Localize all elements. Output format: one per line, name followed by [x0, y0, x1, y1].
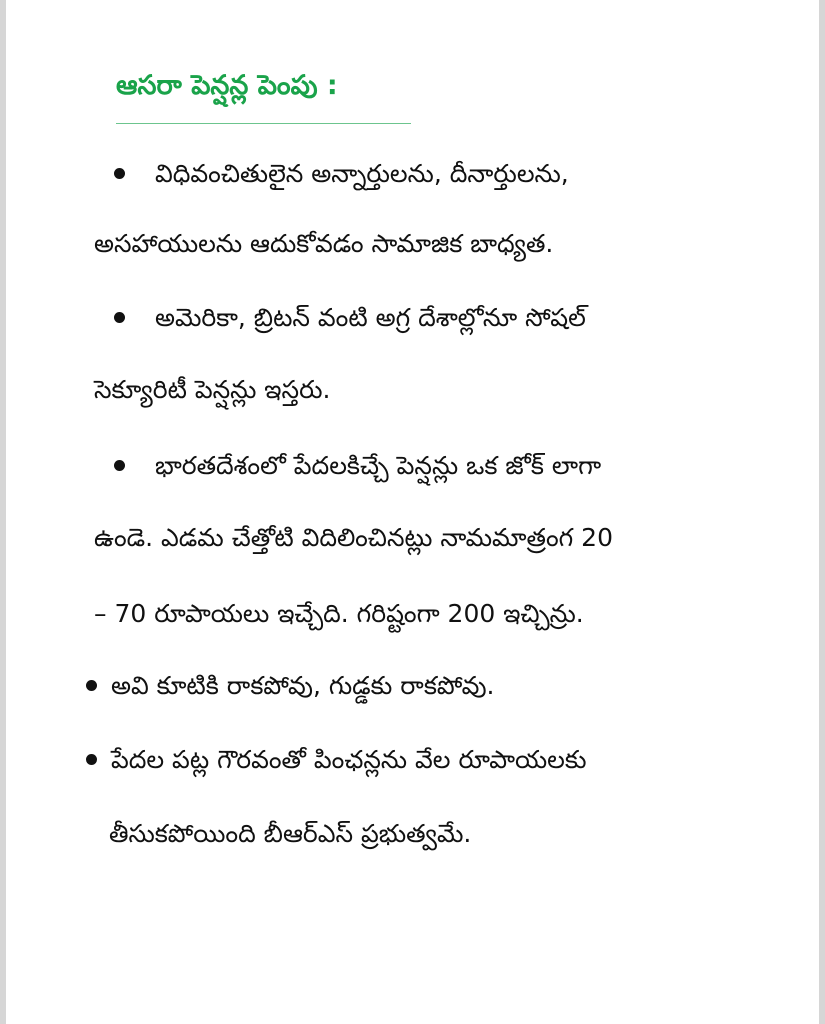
bullet-icon: [86, 680, 97, 691]
bullet-continuation: ఉండె. ఎడమ చేత్తోటి విదిలించినట్లు నామమాత్రంగ 20: [94, 523, 613, 552]
bullet-continuation: అసహాయులను ఆదుకోవడం సామాజిక బాధ్యత.: [94, 229, 554, 258]
bullet-icon: [114, 312, 125, 323]
bullet-icon: [114, 168, 125, 179]
bullet-item-1: [114, 156, 569, 192]
bullet-continuation: సెక్యూరిటీ పెన్షన్లు ఇస్తరు.: [94, 375, 331, 404]
bullet-text: అవి కూటికి రాకపోవు, గుడ్డకు రాకపోవు.: [110, 671, 495, 700]
document-page: [6, 0, 819, 1024]
bullet-item-4: [86, 668, 495, 704]
bullet-continuation: తీసుకపోయింది బీఆర్ఎస్ ప్రభుత్వమే.: [109, 819, 472, 848]
page-edge-right: [819, 0, 825, 1024]
bullet-text: భారతదేశంలో పేదలకిచ్చే పెన్షన్లు ఒక జోక్ లాగా: [154, 451, 602, 480]
bullet-item-2: [114, 300, 586, 336]
bullet-item-5: [86, 742, 587, 778]
bullet-text: అమెరికా, బ్రిటన్ వంటి అగ్ర దేశాల్లోనూ సోషల్: [154, 303, 586, 332]
title-underline: [116, 123, 411, 124]
bullet-icon: [86, 754, 97, 765]
bullet-icon: [114, 460, 125, 471]
page-title: ఆసరా పెన్షన్ల పెంపు :: [116, 70, 338, 101]
bullet-text: పేదల పట్ల గౌరవంతో పింఛన్లను వేల రూపాయలకు: [110, 745, 587, 774]
bullet-continuation: – 70 రూపాయలు ఇచ్చేది. గరిష్టంగా 200 ఇచ్చిన్రు.: [94, 599, 584, 628]
bullet-text: విధివంచితులైన అన్నార్తులను, దీనార్తులను,: [154, 159, 569, 188]
bullet-item-3: [114, 448, 601, 484]
